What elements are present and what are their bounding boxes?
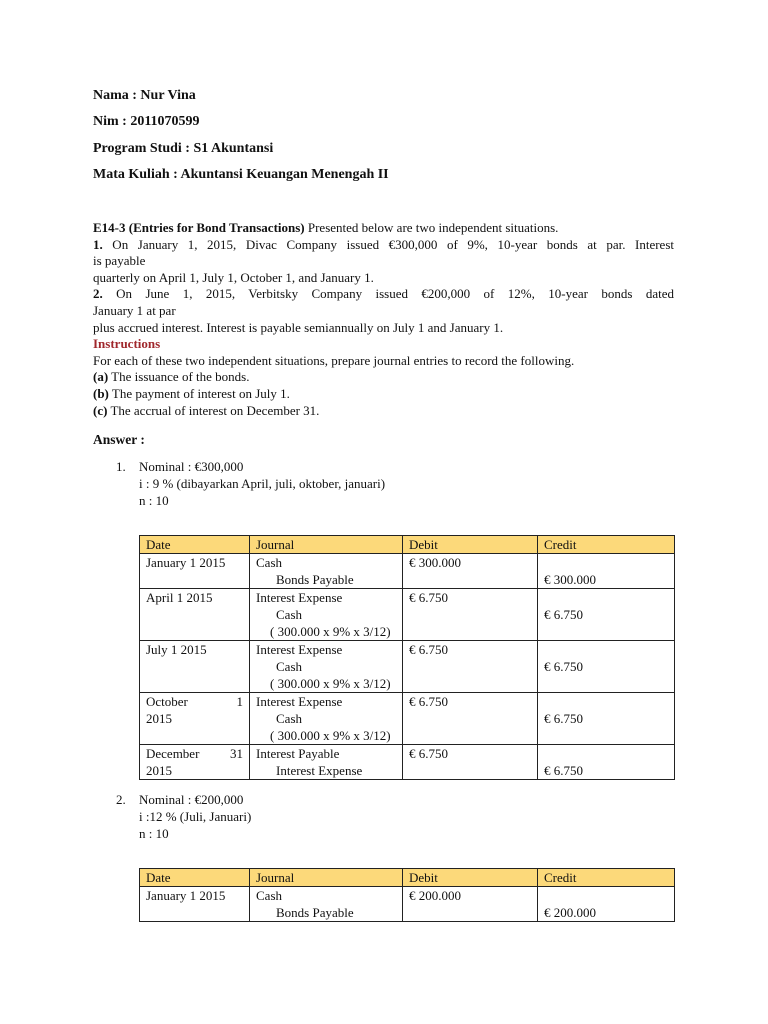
- header-journal: Journal: [250, 869, 403, 887]
- situation-2-text: On June 1, 2015, Verbitsky Company issued €200,000 of 12%, 10-year bonds dated: [102, 286, 674, 302]
- header-journal: Journal: [250, 536, 403, 554]
- row-debit: € 300.000: [403, 554, 538, 589]
- course-name: Mata Kuliah : Akuntansi Keuangan Menengah II: [93, 167, 389, 182]
- item-1-rate: i : 9 % (dibayarkan April, juli, oktober, januari): [139, 476, 386, 491]
- row-debit: € 6.750: [403, 641, 538, 693]
- situation-2-number: 2.: [93, 286, 103, 302]
- date-day: 31: [230, 746, 243, 761]
- table-row: [140, 641, 675, 693]
- item-1-number: 1.: [116, 459, 126, 474]
- table-row: [140, 554, 675, 589]
- instruction-b-text: The payment of interest on July 1.: [108, 385, 290, 401]
- header-debit: Debit: [403, 869, 538, 887]
- row-journal: [250, 887, 403, 922]
- table-row: [140, 589, 675, 641]
- journal-debit-account: Cash: [256, 555, 282, 570]
- row-date: [140, 745, 250, 780]
- date-year: 2015: [146, 763, 172, 778]
- journal-debit-account: Interest Expense: [256, 642, 343, 657]
- instructions-heading: Instructions: [93, 336, 161, 352]
- table-row: [140, 887, 675, 922]
- journal-credit-account: Interest Expense: [276, 763, 363, 778]
- row-journal: [250, 589, 403, 641]
- table-header-row: [140, 869, 675, 887]
- situation-1-text: On January 1, 2015, Divac Company issued €300,000 of 9%, 10-year bonds at par. Interest: [102, 236, 674, 252]
- date-day: 1: [236, 694, 243, 709]
- row-journal: [250, 693, 403, 745]
- header-date: Date: [140, 869, 250, 887]
- journal-table-1: [139, 535, 675, 780]
- row-journal: [250, 641, 403, 693]
- row-credit: € 300.000: [538, 554, 675, 589]
- date-year: 2015: [146, 711, 172, 726]
- student-nim: Nim : 2011070599: [93, 114, 200, 129]
- row-debit: € 200.000: [403, 887, 538, 922]
- journal-credit-account: Cash: [276, 659, 302, 674]
- row-date: January 1 2015: [140, 554, 250, 589]
- situation-1-text-cont: is payable: [93, 253, 146, 269]
- situation-1-number: 1.: [93, 236, 103, 252]
- journal-calculation: ( 300.000 x 9% x 3/12): [270, 676, 391, 691]
- row-date: January 1 2015: [140, 887, 250, 922]
- item-2-nominal: Nominal : €200,000: [139, 792, 244, 807]
- row-credit: € 6.750: [538, 693, 675, 745]
- student-name: Nama : Nur Vina: [93, 88, 196, 103]
- header-credit: Credit: [538, 869, 675, 887]
- journal-debit-account: Cash: [256, 888, 282, 903]
- row-credit: € 6.750: [538, 641, 675, 693]
- header-date: Date: [140, 536, 250, 554]
- row-date: [140, 693, 250, 745]
- header-debit: Debit: [403, 536, 538, 554]
- table-row: [140, 745, 675, 780]
- row-date: April 1 2015: [140, 589, 250, 641]
- instruction-b-label: (b): [93, 385, 109, 401]
- situation-2-text-cont2: plus accrued interest. Interest is payable semiannually on July 1 and January 1.: [93, 319, 504, 335]
- journal-credit-account: Cash: [276, 607, 302, 622]
- journal-debit-account: Interest Expense: [256, 590, 343, 605]
- problem-intro: Presented below are two independent situations.: [304, 220, 559, 235]
- journal-table-2: [139, 868, 675, 922]
- situation-1-text-cont2: quarterly on April 1, July 1, October 1, and January 1.: [93, 269, 374, 285]
- journal-credit-account: Cash: [276, 711, 302, 726]
- item-2-periods: n : 10: [139, 826, 169, 841]
- journal-calculation: ( 300.000 x 9% x 3/12): [270, 728, 391, 743]
- row-credit: € 6.750: [538, 589, 675, 641]
- study-program: Program Studi : S1 Akuntansi: [93, 141, 274, 156]
- journal-calculation: ( 300.000 x 9% x 3/12): [270, 624, 391, 639]
- table-row: [140, 693, 675, 745]
- instructions-text: For each of these two independent situations, prepare journal entries to record the following.: [93, 352, 575, 368]
- situation-2-text-cont: January 1 at par: [93, 302, 176, 318]
- instruction-a-label: (a): [93, 369, 109, 385]
- instruction-a-text: The issuance of the bonds.: [108, 369, 250, 385]
- problem-statement: [93, 220, 674, 419]
- row-credit: € 6.750: [538, 745, 675, 780]
- row-debit: € 6.750: [403, 589, 538, 641]
- item-1-nominal: Nominal : €300,000: [139, 459, 244, 474]
- date-month: December: [146, 746, 200, 761]
- instruction-c-label: (c): [93, 402, 108, 418]
- item-2-number: 2.: [116, 792, 126, 807]
- row-debit: € 6.750: [403, 693, 538, 745]
- row-journal: [250, 554, 403, 589]
- table-header-row: [140, 536, 675, 554]
- item-2-rate: i :12 % (Juli, Januari): [139, 809, 252, 824]
- row-debit: € 6.750: [403, 745, 538, 780]
- header-credit: Credit: [538, 536, 675, 554]
- journal-credit-account: Bonds Payable: [276, 572, 354, 587]
- row-credit: € 200.000: [538, 887, 675, 922]
- row-journal: [250, 745, 403, 780]
- problem-title: E14-3 (Entries for Bond Transactions): [93, 220, 305, 235]
- date-month: October: [146, 694, 188, 709]
- item-1-periods: n : 10: [139, 493, 169, 508]
- journal-credit-account: Bonds Payable: [276, 905, 354, 920]
- answer-heading: Answer :: [93, 432, 145, 447]
- journal-debit-account: Interest Payable: [256, 746, 340, 761]
- instruction-c-text: The accrual of interest on December 31.: [107, 402, 320, 418]
- journal-debit-account: Interest Expense: [256, 694, 343, 709]
- row-date: July 1 2015: [140, 641, 250, 693]
